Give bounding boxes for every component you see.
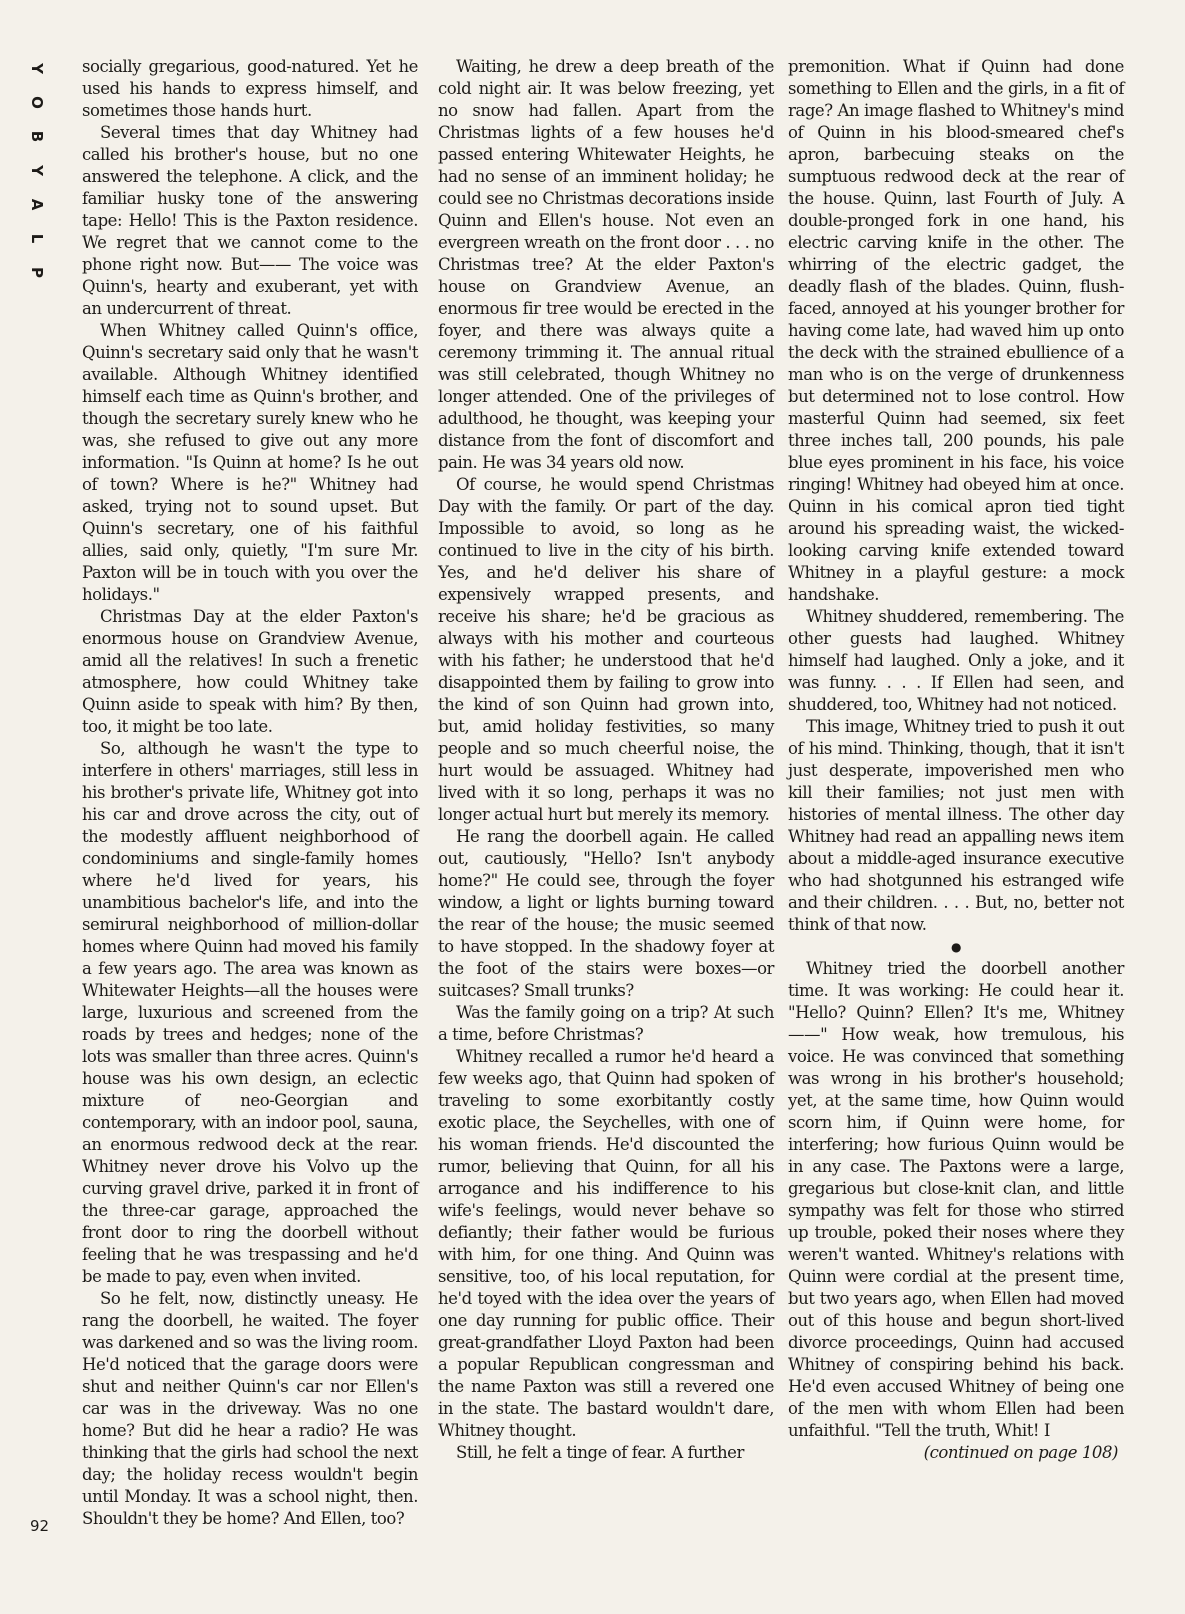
paragraph: Several times that day Whitney had called his brother's house, but no one answered the telephone. A click, and the familiar husky tone of the answering tape: Hello! This is the Paxton residence. We regret that we cannot come to the phone right now. But—— The voice was Quinn's, hearty and exuberant, yet with an undercurrent of threat. — [82, 123, 418, 318]
paragraph: He rang the doorbell again. He called out, cautiously, "Hello? Isn't anybody home?" He could see, through the foyer window, a light or lights burning toward the rear of the house; the music seemed to have stopped. In the shadowy foyer at the foot of the stairs were boxes—or suitcases? Small trunks? — [438, 827, 774, 1000]
paragraph: Christmas Day at the elder Paxton's enormous house on Grandview Avenue, amid all the relatives! In such a frenetic atmosphere, how could Whitney take Quinn aside to speak with him? By then, too, it might be too late. — [82, 607, 418, 736]
paragraph: socially gregarious, good-natured. Yet he used his hands to express himself, and sometimes those hands hurt. — [82, 57, 418, 120]
paragraph: Of course, he would spend Christmas Day with the family. Or part of the day. Impossible to avoid, so long as he continued to live in the city of his birth. Yes, and he'd deliver his share of expensively wrapped presents, and receive his share; he'd be gracious as always with his mother and courteous with his father; he understood that he'd disappointed them by failing to grow into the kind of son Quinn had grown into, but, amid holiday festivities, so many people and so much cheerful noise, the hurt would be assuaged. Whitney had lived with it so long, perhaps it was no longer actual hurt but merely its memory. — [438, 475, 774, 824]
article-column-3 — [788, 56, 1124, 1464]
paragraph: Whitney shuddered, remembering. The other guests had laughed. Whitney himself had laughed. Only a joke, and it was funny. . . . If Ellen had seen, and shuddered, too, Whitney had not noticed. — [788, 607, 1124, 714]
sidebar-letter: Y — [28, 63, 46, 75]
paragraph: Was the family going on a trip? At such a time, before Christmas? — [438, 1003, 774, 1044]
paragraph: Whitney tried the doorbell another time. It was working: He could hear it. "Hello? Quinn? Ellen? It's me, Whitney——" How weak, how tremulous, his voice. He was convinced that something was wrong in his brother's household; yet, at the same time, how Quinn would scorn him, if Quinn were home, for interfering; how furious Quinn would be in any case. The Paxtons were a large, gregarious but close-knit clan, and little sympathy was felt for those who stirred up trouble, poked their noses where they weren't wanted. Whitney's relations with Quinn were cordial at the present time, but two years ago, when Ellen had moved out of this house and begun short-lived divorce proceedings, Quinn had accused Whitney of conspiring behind his back. He'd even accused Whitney of being one of the men with whom Ellen had been unfaithful. "Tell the truth, Whit! I — [788, 959, 1124, 1440]
paragraph: Waiting, he drew a deep breath of the cold night air. It was below freezing, yet no snow had fallen. Apart from the Christmas lights of a few houses he'd passed entering Whitewater Heights, he had no sense of an imminent holiday; he could see no Christmas decorations inside Quinn and Ellen's house. Not even an evergreen wreath on the front door . . . no Christmas tree? At the elder Paxton's house on Grandview Avenue, an enormous fir tree would be erected in the foyer, and there was always quite a ceremony trimming it. The annual ritual was still celebrated, though Whitney no longer attended. One of the privileges of adulthood, he thought, was keeping your distance from the font of discomfort and pain. He was 34 years old now. — [438, 57, 774, 472]
paragraph: So he felt, now, distinctly uneasy. He rang the doorbell, he waited. The foyer was darkened and so was the living room. He'd noticed that the garage doors were shut and neither Quinn's car nor Ellen's car was in the driveway. Was no one home? But did he hear a radio? He was thinking that the girls had school the next day; the holiday recess wouldn't begin until Monday. It was a school night, then. Shouldn't they be home? And Ellen, too? — [82, 1289, 418, 1528]
paragraph: This image, Whitney tried to push it out of his mind. Thinking, though, that it isn't just desperate, impoverished men who kill their families; not just men with histories of mental illness. The other day Whitney had read an appalling news item about a middle-aged insurance executive who had shotgunned his estranged wife and their children. . . . But, no, better not think of that now. — [788, 717, 1124, 934]
paragraph: When Whitney called Quinn's office, Quinn's secretary said only that he wasn't available. Although Whitney identified himself each time as Quinn's brother, and though the secretary surely knew who he was, she refused to give out any more information. "Is Quinn at home? Is he out of town? Where is he?" Whitney had asked, trying not to sound upset. But Quinn's secretary, one of his faithful allies, said only, quietly, "I'm sure Mr. Paxton will be in touch with you over the holidays." — [82, 321, 418, 604]
sidebar-letter: Y — [28, 165, 46, 177]
sidebar-letter: B — [28, 130, 46, 144]
paragraph: So, although he wasn't the type to interfere in others' marriages, still less in his brother's private life, Whitney got into his car and drove across the city, out of the modestly affluent neighborhood of condominiums and single-family homes where he'd lived for years, his unambitious bachelor's life, and into the semirural neighborhood of million-dollar homes where Quinn had moved his family a few years ago. The area was known as Whitewater Heights—all the houses were large, luxurious and screened from the roads by trees and hedges; none of the lots was smaller than three acres. Quinn's house was his own design, an eclectic mixture of neo-Georgian and contemporary, with an indoor pool, sauna, an enormous redwood deck at the rear. Whitney never drove his Volvo up the curving gravel drive, parked it in front of the three-car garage, approached the front door to ring the doorbell without feeling that he was trespassing and he'd be made to pay, even when invited. — [82, 739, 418, 1286]
article-column-2 — [438, 56, 774, 1464]
continued-on-page-link[interactable]: (continued on page 108) — [923, 1443, 1118, 1462]
section-break-bullet: ● — [950, 940, 962, 954]
sidebar-letter: O — [28, 96, 46, 110]
sidebar-letter: A — [28, 198, 46, 212]
paragraph: Whitney recalled a rumor he'd heard a few weeks ago, that Quinn had spoken of traveling to some exorbitantly costly exotic place, the Seychelles, with one of his woman friends. He'd discounted the rumor, believing that Quinn, for all his arrogance and his indifference to his wife's feelings, would never behave so defiantly; their father would be furious with him, for one thing. And Quinn was sensitive, too, of his local reputation, for he'd toyed with the idea over the years of one day running for public office. Their great-grandfather Lloyd Paxton had been a popular Republican congressman and the name Paxton was still a revered one in the state. The bastard wouldn't dare, Whitney thought. — [438, 1047, 774, 1440]
paragraph: Still, he felt a tinge of fear. A further — [456, 1443, 744, 1462]
article-column-1 — [82, 56, 418, 1530]
sidebar-letter: L — [28, 233, 46, 245]
magazine-name-sidebar — [22, 52, 52, 290]
sidebar-letter: P — [28, 267, 46, 279]
paragraph: premonition. What if Quinn had done something to Ellen and the girls, in a fit of rage? An image flashed to Whitney's mind of Quinn in his blood-smeared chef's apron, barbecuing steaks on the sumptuous redwood deck at the rear of the house. Quinn, last Fourth of July. A double-pronged fork in one hand, his electric carving knife in the other. The whirring of the electric gadget, the deadly flash of the blades. Quinn, flush-faced, annoyed at his younger brother for having come late, had waved him up onto the deck with the strained ebullience of a man who is on the verge of drunkenness but determined not to lose control. How masterful Quinn had seemed, six feet three inches tall, 200 pounds, his pale blue eyes prominent in his face, his voice ringing! Whitney had obeyed him at once. Quinn in his comical apron tied tight around his spreading waist, the wicked-looking carving knife extended toward Whitney in a playful gesture: a mock handshake. — [788, 57, 1124, 604]
page-number: 92 — [30, 1517, 50, 1535]
